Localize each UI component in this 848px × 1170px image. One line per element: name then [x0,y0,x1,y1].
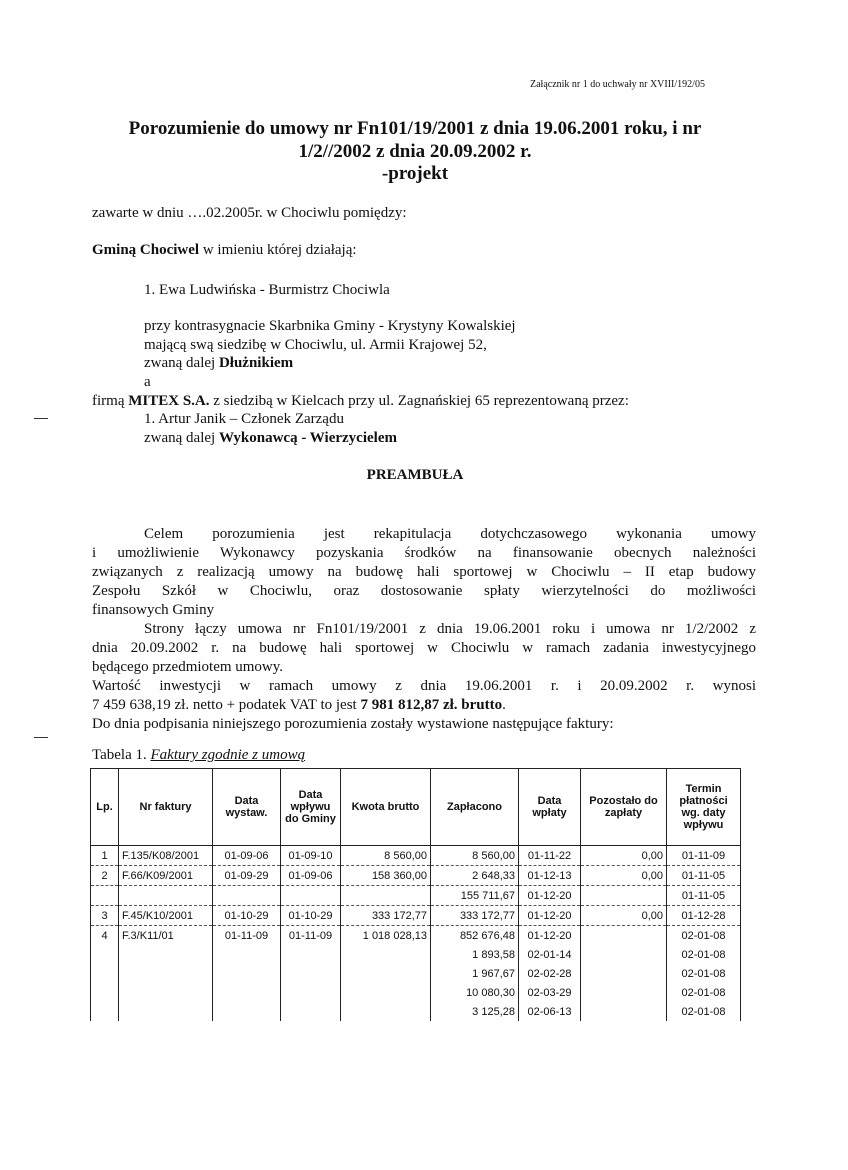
cell-gross-amount [341,886,431,906]
header-gross-amount: Kwota brutto [341,769,431,846]
party2-name: MITEX S.A. [128,393,210,409]
cell-lp: 2 [91,866,119,886]
cell-remaining [581,983,667,1002]
cell-paid: 155 711,67 [431,886,519,906]
cell-due-date: 02-01-08 [667,926,741,946]
cell-invoice-number [119,945,213,964]
cell-issue-date [213,964,281,983]
cell-invoice-number: F.45/K10/2001 [119,906,213,926]
cell-paid: 852 676,48 [431,926,519,946]
cell-remaining: 0,00 [581,846,667,866]
cell-receipt-date [281,1002,341,1021]
cell-invoice-number [119,983,213,1002]
cell-remaining: 0,00 [581,906,667,926]
cell-paid: 3 125,28 [431,1002,519,1021]
table-row [91,964,741,983]
cell-lp [91,983,119,1002]
table-row [91,866,741,886]
cell-issue-date: 01-09-29 [213,866,281,886]
party2-role: Wykonawcą - Wierzycielem [218,430,397,446]
paragraph-value [92,677,756,734]
cell-gross-amount [341,983,431,1002]
cell-due-date: 02-01-08 [667,983,741,1002]
header-remaining: Pozostało do zapłaty [581,769,667,846]
party1-role: Dłużnikiem [218,355,294,371]
cell-payment-date: 02-02-28 [519,964,581,983]
cell-lp: 4 [91,926,119,946]
paragraph-contracts-line: dnia 20.09.2002 r. na budowę hali sportowej w Chociwlu w ramach zadania inwestycyjnego [92,640,756,656]
cell-due-date: 01-11-09 [667,846,741,866]
preamble-heading: PREAMBUŁA [366,467,464,483]
cell-due-date: 02-01-08 [667,964,741,983]
cell-gross-amount: 8 560,00 [341,846,431,866]
paragraph-contracts-line: będącego przedmiotem umowy. [92,659,284,675]
cell-due-date: 01-11-05 [667,886,741,906]
cell-lp [91,1002,119,1021]
cell-payment-date: 01-12-13 [519,866,581,886]
paragraph-purpose-line: Celem porozumienia jest rekapitulacja dotychczasowego wykonania umowy [144,526,756,542]
cell-paid: 2 648,33 [431,866,519,886]
cell-invoice-number [119,886,213,906]
table-caption-prefix: Tabela 1. [92,747,151,763]
cell-invoice-number [119,964,213,983]
table-caption-title: Faktury zgodnie z umową [150,747,306,763]
cell-gross-amount [341,945,431,964]
cell-invoice-number: F.3/K11/01 [119,926,213,946]
cell-due-date: 01-12-28 [667,906,741,926]
table-row [91,1002,741,1021]
cell-issue-date [213,1002,281,1021]
cell-due-date: 01-11-05 [667,866,741,886]
party2-line [92,393,629,410]
cell-payment-date: 01-12-20 [519,886,581,906]
paragraph-contracts-line: Strony łączy umowa nr Fn101/19/2001 z dnia 19.06.2001 roku i umowa nr 1/2/2002 z [144,621,756,637]
party1-called [144,355,293,372]
cell-receipt-date: 01-09-06 [281,866,341,886]
table-header-row [91,769,741,846]
cell-invoice-number [119,1002,213,1021]
cell-lp: 1 [91,846,119,866]
table-row [91,945,741,964]
table-row [91,906,741,926]
cell-receipt-date [281,964,341,983]
cell-remaining [581,964,667,983]
cell-remaining [581,1002,667,1021]
cell-paid: 8 560,00 [431,846,519,866]
cell-gross-amount: 1 018 028,13 [341,926,431,946]
and-connector: a [144,374,151,390]
paragraph-purpose [92,525,756,620]
table-caption [92,747,305,764]
table-row [91,886,741,906]
cell-gross-amount [341,1002,431,1021]
paragraph-value-line-2 [92,696,756,715]
cell-receipt-date: 01-10-29 [281,906,341,926]
cell-invoice-number: F.135/K08/2001 [119,846,213,866]
invoice-table [90,768,741,1021]
value-period: . [502,697,506,713]
cell-payment-date: 01-11-22 [519,846,581,866]
paragraph-value-line: Do dnia podpisania niniejszego porozumienia zostały wystawione następujące faktury: [92,716,614,732]
party1-countersign: przy kontrasygnacie Skarbnika Gminy - Krystyny Kowalskiej [144,318,516,334]
party1-line [92,242,357,259]
cell-invoice-number: F.66/K09/2001 [119,866,213,886]
cell-receipt-date [281,983,341,1002]
header-issue-date: Data wystaw. [213,769,281,846]
paragraph-purpose-line: finansowych Gminy [92,602,215,618]
attachment-note: Załącznik nr 1 do uchwały nr XVIII/192/05 [530,79,705,90]
party2-prefix: firmą [92,393,129,409]
cell-due-date: 02-01-08 [667,1002,741,1021]
cell-receipt-date: 01-09-10 [281,846,341,866]
cell-due-date: 02-01-08 [667,945,741,964]
table-row [91,846,741,866]
cell-gross-amount [341,964,431,983]
cell-issue-date: 01-11-09 [213,926,281,946]
punch-mark [34,737,48,738]
cell-payment-date: 01-12-20 [519,926,581,946]
cell-lp [91,886,119,906]
party1-name: Gminą Chociwel [92,242,200,258]
cell-paid: 1 967,67 [431,964,519,983]
cell-payment-date: 01-12-20 [519,906,581,926]
document-title-line-3: -projekt [381,163,449,184]
intro-line: zawarte w dniu ….02.2005r. w Chociwlu pomiędzy: [92,205,407,221]
value-netto: 7 459 638,19 zł. netto + podatek VAT to jest [92,697,361,713]
table-row [91,926,741,946]
punch-mark [34,418,48,419]
cell-remaining [581,945,667,964]
cell-paid: 10 080,30 [431,983,519,1002]
party1-called-prefix: zwaną dalej [144,355,219,371]
cell-issue-date [213,983,281,1002]
cell-lp: 3 [91,906,119,926]
cell-remaining [581,886,667,906]
paragraph-value-line: Wartość inwestycji w ramach umowy z dnia 19.06.2001 r. i 20.09.2002 r. wynosi [92,678,756,694]
table-row [91,983,741,1002]
header-receipt-date: Data wpływu do Gminy [281,769,341,846]
cell-issue-date: 01-10-29 [213,906,281,926]
header-invoice-number: Nr faktury [119,769,213,846]
cell-payment-date: 02-03-29 [519,983,581,1002]
party2-rest: z siedzibą w Kielcach przy ul. Zagnańskiej 65 reprezentowaną przez: [209,393,629,409]
party1-seat: mającą swą siedzibę w Chociwlu, ul. Armii Krajowej 52, [144,337,487,353]
document-title-line-1: Porozumienie do umowy nr Fn101/19/2001 z dnia 19.06.2001 roku, i nr [128,118,702,139]
cell-paid: 333 172,77 [431,906,519,926]
document-title-line-2: 1/2//2002 z dnia 20.09.2002 r. [298,141,532,162]
party2-called-prefix: zwaną dalej [144,430,219,446]
cell-receipt-date [281,886,341,906]
cell-lp [91,945,119,964]
paragraph-purpose-line: i umożliwienie Wykonawcy pozyskania środków na finansowanie obecnych należności [92,545,756,561]
header-lp: Lp. [91,769,119,846]
cell-payment-date: 02-01-14 [519,945,581,964]
header-paid: Zapłacono [431,769,519,846]
paragraph-purpose-line: związanych z realizacją umowy na budowę hali sportowej w Chociwlu – II etap budowy [92,564,756,580]
party2-called [144,430,397,447]
cell-remaining [581,926,667,946]
header-payment-date: Data wpłaty [519,769,581,846]
cell-issue-date: 01-09-06 [213,846,281,866]
party1-rest: w imieniu której działają: [199,242,357,258]
value-brutto: 7 981 812,87 zł. brutto [360,697,503,713]
cell-gross-amount: 333 172,77 [341,906,431,926]
cell-gross-amount: 158 360,00 [341,866,431,886]
party2-representative: 1. Artur Janik – Członek Zarządu [144,411,344,427]
cell-lp [91,964,119,983]
party1-representative: 1. Ewa Ludwińska - Burmistrz Chociwla [144,282,390,298]
cell-receipt-date: 01-11-09 [281,926,341,946]
cell-issue-date [213,886,281,906]
cell-remaining: 0,00 [581,866,667,886]
cell-payment-date: 02-06-13 [519,1002,581,1021]
cell-issue-date [213,945,281,964]
paragraph-contracts [92,620,756,677]
header-due-date: Termin płatności wg. daty wpływu [667,769,741,846]
paragraph-purpose-line: Zespołu Szkół w Chociwlu, oraz dostosowanie spłaty wierzytelności do możliwości [92,583,756,599]
cell-paid: 1 893,58 [431,945,519,964]
cell-receipt-date [281,945,341,964]
